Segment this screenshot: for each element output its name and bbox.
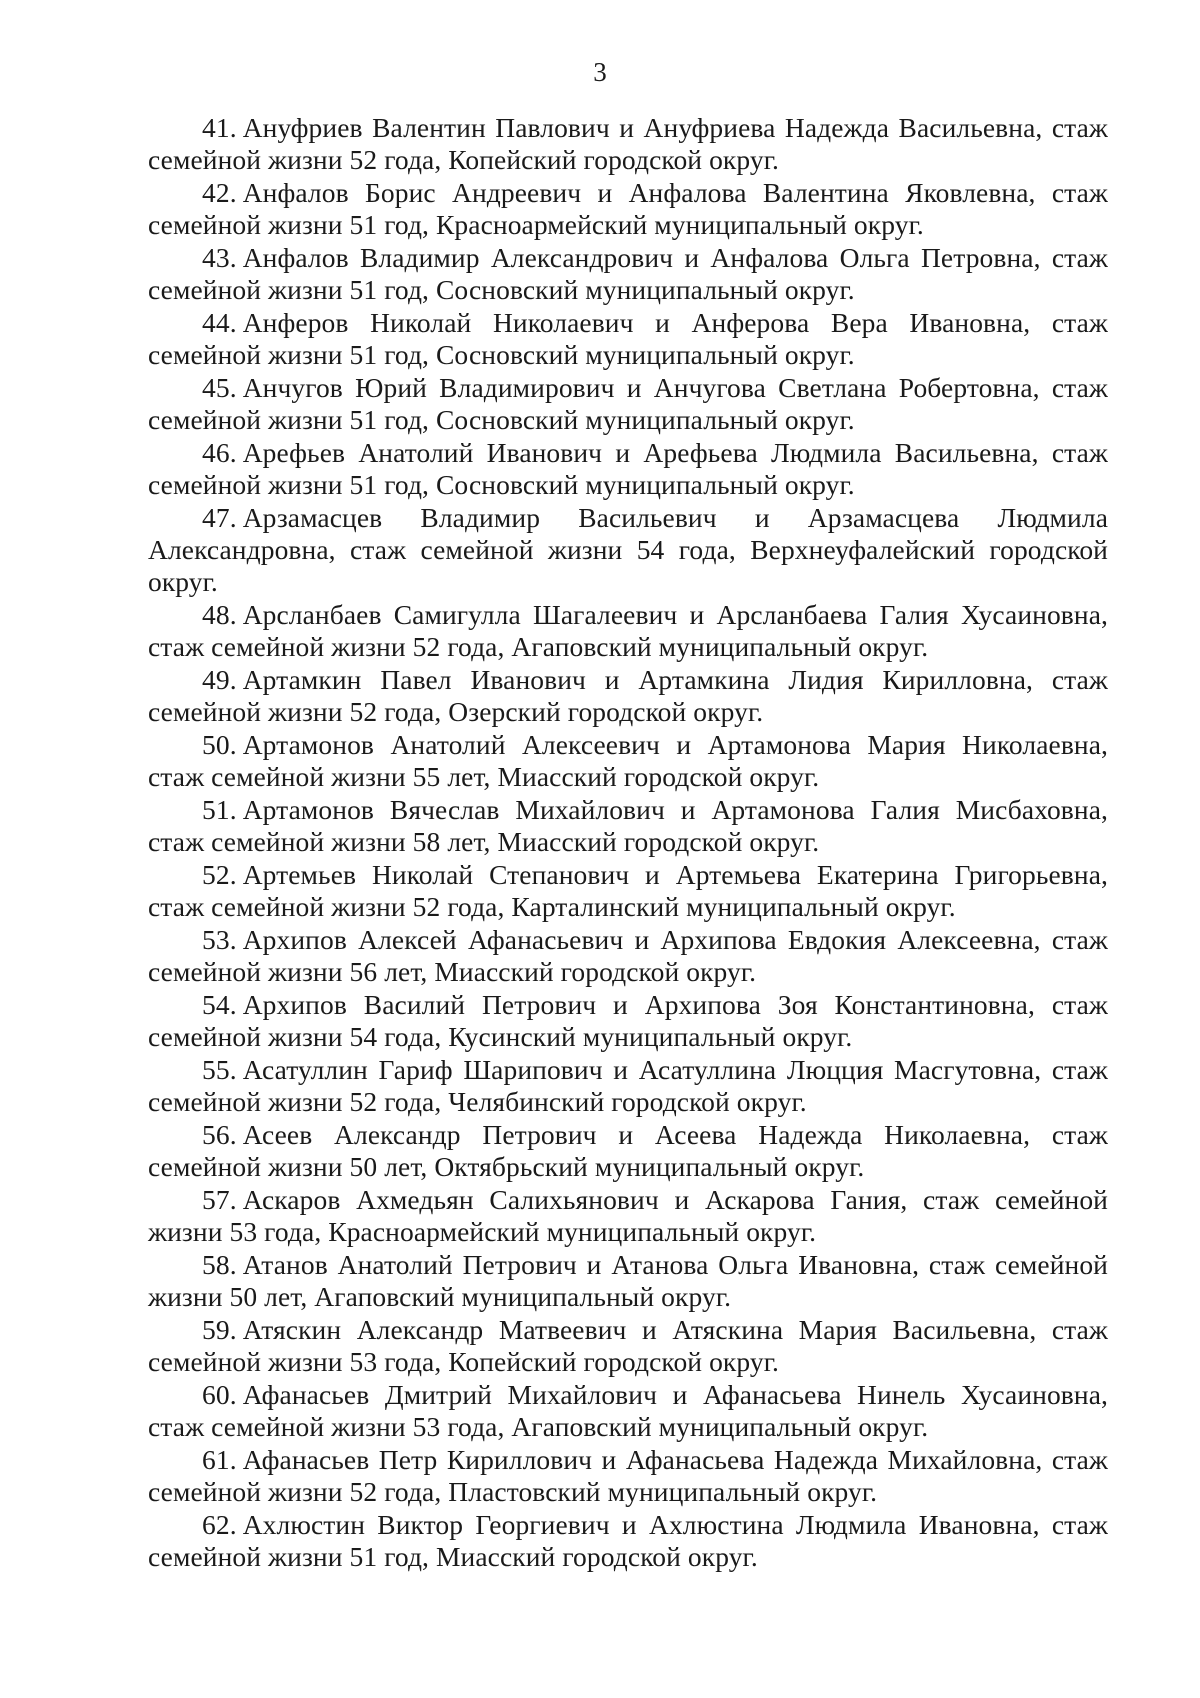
entry-text: Арсланбаев Самигулла Шагалеевич и Арсланбаева Галия Хусаиновна, стаж семейной жизни 52 года, Агаповский муниципальный округ. [148, 599, 1108, 662]
list-item [148, 599, 1108, 663]
entry-text: Ануфриев Валентин Павлович и Ануфриева Надежда Васильевна, стаж семейной жизни 52 года, Копейский городской округ. [148, 112, 1108, 175]
entry-text: Архипов Алексей Афанасьевич и Архипова Евдокия Алексеевна, стаж семейной жизни 56 лет, Миасский городской округ. [148, 924, 1108, 987]
list-item [148, 1379, 1108, 1443]
entry-number: 58. [202, 1249, 237, 1280]
entry-text: Артамонов Вячеслав Михайлович и Артамонова Галия Мисбаховна, стаж семейной жизни 58 лет, Миасский городской округ. [148, 794, 1108, 857]
list-item [148, 1509, 1108, 1573]
entry-text: Анчугов Юрий Владимирович и Анчугова Светлана Робертовна, стаж семейной жизни 51 год, Сосновский муниципальный округ. [148, 372, 1108, 435]
entry-number: 44. [202, 307, 237, 338]
list-item [148, 242, 1108, 306]
entry-number: 52. [202, 859, 237, 890]
entry-text: Арефьев Анатолий Иванович и Арефьева Людмила Васильевна, стаж семейной жизни 51 год, Сосновский муниципальный округ. [148, 437, 1108, 500]
entry-number: 43. [202, 242, 237, 273]
entry-number: 59. [202, 1314, 237, 1345]
list-item [148, 1249, 1108, 1313]
entry-number: 60. [202, 1379, 237, 1410]
list-item [148, 1444, 1108, 1508]
entry-number: 56. [202, 1119, 237, 1150]
entry-number: 57. [202, 1184, 237, 1215]
entry-number: 53. [202, 924, 237, 955]
entry-number: 42. [202, 177, 237, 208]
list-item [148, 1184, 1108, 1248]
entry-text: Артамонов Анатолий Алексеевич и Артамонова Мария Николаевна, стаж семейной жизни 55 лет, Миасский городской округ. [148, 729, 1108, 792]
list-item [148, 177, 1108, 241]
entry-number: 50. [202, 729, 237, 760]
list-item [148, 1119, 1108, 1183]
entry-list [148, 112, 1108, 1574]
entry-text: Анфалов Владимир Александрович и Анфалова Ольга Петровна, стаж семейной жизни 51 год, Сосновский муниципальный округ. [148, 242, 1108, 305]
list-item [148, 1054, 1108, 1118]
entry-text: Арзамасцев Владимир Васильевич и Арзамасцева Людмила Александровна, стаж семейной жизни 54 года, Верхнеуфалейский городской округ. [148, 502, 1108, 597]
entry-text: Афанасьев Петр Кириллович и Афанасьева Надежда Михайловна, стаж семейной жизни 52 года, Пластовский муниципальный округ. [148, 1444, 1108, 1507]
list-item [148, 1314, 1108, 1378]
list-item [148, 664, 1108, 728]
list-item [148, 372, 1108, 436]
list-item [148, 112, 1108, 176]
entry-number: 54. [202, 989, 237, 1020]
entry-number: 49. [202, 664, 237, 695]
list-item [148, 307, 1108, 371]
entry-text: Аскаров Ахмедьян Салихьянович и Аскарова Гания, стаж семейной жизни 53 года, Красноармейский муниципальный округ. [148, 1184, 1108, 1247]
entry-number: 51. [202, 794, 237, 825]
entry-number: 45. [202, 372, 237, 403]
entry-number: 47. [202, 502, 237, 533]
entry-text: Анфалов Борис Андреевич и Анфалова Валентина Яковлевна, стаж семейной жизни 51 год, Красноармейский муниципальный округ. [148, 177, 1108, 240]
page-number: 3 [593, 57, 607, 87]
entry-text: Ахлюстин Виктор Георгиевич и Ахлюстина Людмила Ивановна, стаж семейной жизни 51 год, Миасский городской округ. [148, 1509, 1108, 1572]
list-item [148, 989, 1108, 1053]
entry-text: Артамкин Павел Иванович и Артамкина Лидия Кирилловна, стаж семейной жизни 52 года, Озерский городской округ. [148, 664, 1108, 727]
entry-text: Афанасьев Дмитрий Михайлович и Афанасьева Нинель Хусаиновна, стаж семейной жизни 53 года, Агаповский муниципальный округ. [148, 1379, 1108, 1442]
entry-number: 62. [202, 1509, 237, 1540]
list-item [148, 437, 1108, 501]
entry-number: 61. [202, 1444, 237, 1475]
entry-text: Атяскин Александр Матвеевич и Атяскина Мария Васильевна, стаж семейной жизни 53 года, Копейский городской округ. [148, 1314, 1108, 1377]
entry-text: Асатуллин Гариф Шарипович и Асатуллина Люцция Масгутовна, стаж семейной жизни 52 года, Челябинский городской округ. [148, 1054, 1108, 1117]
entry-text: Асеев Александр Петрович и Асеева Надежда Николаевна, стаж семейной жизни 50 лет, Октябрьский муниципальный округ. [148, 1119, 1108, 1182]
entry-text: Анферов Николай Николаевич и Анферова Вера Ивановна, стаж семейной жизни 51 год, Сосновский муниципальный округ. [148, 307, 1108, 370]
entry-text: Артемьев Николай Степанович и Артемьева Екатерина Григорьевна, стаж семейной жизни 52 года, Карталинский муниципальный округ. [148, 859, 1108, 922]
entry-number: 48. [202, 599, 237, 630]
list-item [148, 729, 1108, 793]
entry-number: 55. [202, 1054, 237, 1085]
list-item [148, 502, 1108, 598]
list-item [148, 924, 1108, 988]
entry-text: Атанов Анатолий Петрович и Атанова Ольга Ивановна, стаж семейной жизни 50 лет, Агаповский муниципальный округ. [148, 1249, 1108, 1312]
list-item [148, 794, 1108, 858]
entry-number: 41. [202, 112, 237, 143]
entry-text: Архипов Василий Петрович и Архипова Зоя Константиновна, стаж семейной жизни 54 года, Кусинский муниципальный округ. [148, 989, 1108, 1052]
entry-number: 46. [202, 437, 237, 468]
list-item [148, 859, 1108, 923]
